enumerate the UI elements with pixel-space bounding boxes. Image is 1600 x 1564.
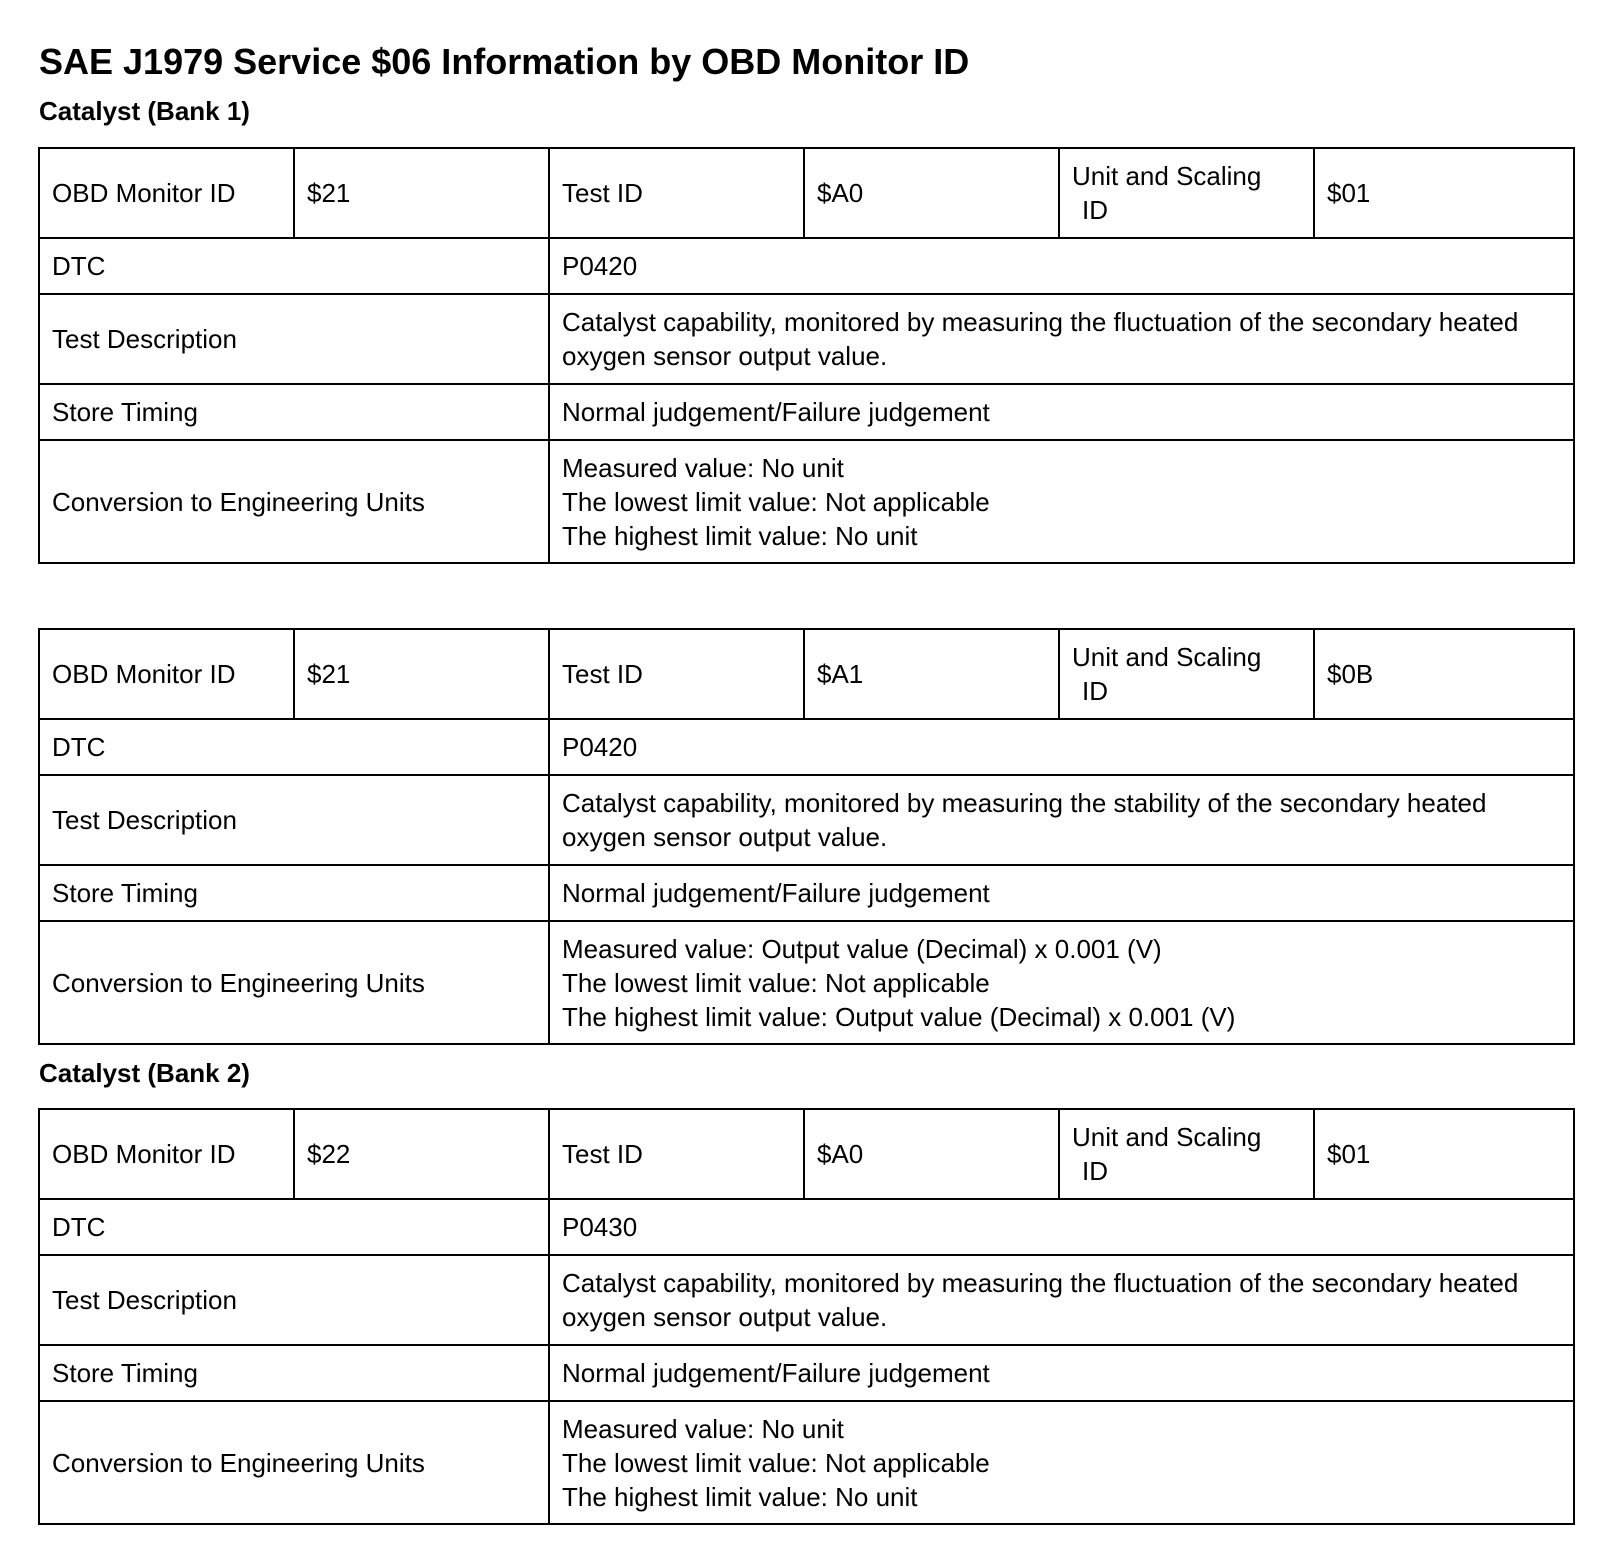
conversion-measured-value: Measured value: No unit (562, 1413, 844, 1444)
table-row (39, 384, 1574, 440)
obd-monitor-id-value: $21 (294, 629, 549, 719)
table-row (39, 865, 1574, 921)
conversion-value (549, 1401, 1574, 1524)
dtc-label: DTC (39, 238, 549, 294)
obd-monitor-id-value: $22 (294, 1109, 549, 1199)
test-description-label: Test Description (39, 294, 549, 384)
unit-scaling-id-label (1059, 629, 1314, 719)
conversion-value (549, 440, 1574, 563)
store-timing-value: Normal judgement/Failure judgement (549, 865, 1574, 921)
test-id-label: Test ID (549, 629, 804, 719)
table-row (39, 1199, 1574, 1255)
store-timing-label: Store Timing (39, 1345, 549, 1401)
test-id-value: $A0 (804, 148, 1059, 238)
dtc-value: P0420 (549, 238, 1574, 294)
unit-scaling-id-value: $0B (1314, 629, 1574, 719)
table-row (39, 1401, 1574, 1524)
test-id-label: Test ID (549, 1109, 804, 1199)
test-description-value: Catalyst capability, monitored by measuring the fluctuation of the secondary heated oxygen sensor output value. (549, 294, 1574, 384)
test-description-value: Catalyst capability, monitored by measuring the fluctuation of the secondary heated oxygen sensor output value. (549, 1255, 1574, 1345)
test-description-label: Test Description (39, 1255, 549, 1345)
conversion-highest-limit: The highest limit value: Output value (Decimal) x 0.001 (V) (562, 1001, 1236, 1032)
conversion-label: Conversion to Engineering Units (39, 440, 549, 563)
conversion-highest-limit: The highest limit value: No unit (562, 1481, 918, 1512)
unit-scaling-label-line-1: Unit and Scaling (1072, 1122, 1262, 1152)
test-id-value: $A0 (804, 1109, 1059, 1199)
unit-scaling-id-label (1059, 148, 1314, 238)
dtc-value: P0430 (549, 1199, 1574, 1255)
dtc-value: P0420 (549, 719, 1574, 775)
unit-scaling-label-line-1: Unit and Scaling (1072, 642, 1262, 672)
obd-monitor-id-label: OBD Monitor ID (39, 148, 294, 238)
dtc-label: DTC (39, 719, 549, 775)
table-row (39, 1109, 1574, 1199)
table-row (39, 440, 1574, 563)
unit-scaling-id-label (1059, 1109, 1314, 1199)
monitor-table-22-a0 (38, 1108, 1575, 1525)
test-description-value: Catalyst capability, monitored by measuring the stability of the secondary heated oxygen sensor output value. (549, 775, 1574, 865)
table-row (39, 775, 1574, 865)
conversion-value (549, 921, 1574, 1044)
table-row (39, 921, 1574, 1044)
obd-monitor-id-value: $21 (294, 148, 549, 238)
store-timing-value: Normal judgement/Failure judgement (549, 384, 1574, 440)
page-title: SAE J1979 Service $06 Information by OBD Monitor ID (39, 41, 970, 82)
conversion-lowest-limit: The lowest limit value: Not applicable (562, 967, 990, 998)
table-row (39, 719, 1574, 775)
table-row (39, 294, 1574, 384)
unit-scaling-label-line-2: ID (1082, 195, 1108, 225)
obd-monitor-id-label: OBD Monitor ID (39, 629, 294, 719)
store-timing-label: Store Timing (39, 865, 549, 921)
monitor-table-21-a1 (38, 628, 1575, 1045)
unit-scaling-label-line-2: ID (1082, 676, 1108, 706)
section-title-bank-2: Catalyst (Bank 2) (39, 1058, 250, 1088)
unit-scaling-id-value: $01 (1314, 148, 1574, 238)
conversion-lowest-limit: The lowest limit value: Not applicable (562, 1447, 990, 1478)
table-row (39, 1345, 1574, 1401)
test-id-label: Test ID (549, 148, 804, 238)
store-timing-label: Store Timing (39, 384, 549, 440)
table-row (39, 1255, 1574, 1345)
conversion-highest-limit: The highest limit value: No unit (562, 520, 918, 551)
conversion-label: Conversion to Engineering Units (39, 1401, 549, 1524)
store-timing-value: Normal judgement/Failure judgement (549, 1345, 1574, 1401)
conversion-label: Conversion to Engineering Units (39, 921, 549, 1044)
unit-scaling-label-line-2: ID (1082, 1156, 1108, 1186)
dtc-label: DTC (39, 1199, 549, 1255)
monitor-table-21-a0 (38, 147, 1575, 564)
unit-scaling-id-value: $01 (1314, 1109, 1574, 1199)
table-row (39, 148, 1574, 238)
test-description-label: Test Description (39, 775, 549, 865)
table-row (39, 629, 1574, 719)
conversion-measured-value: Measured value: Output value (Decimal) x 0.001 (V) (562, 933, 1162, 964)
conversion-lowest-limit: The lowest limit value: Not applicable (562, 486, 990, 517)
test-id-value: $A1 (804, 629, 1059, 719)
conversion-measured-value: Measured value: No unit (562, 452, 844, 483)
unit-scaling-label-line-1: Unit and Scaling (1072, 161, 1262, 191)
section-title-bank-1: Catalyst (Bank 1) (39, 96, 250, 126)
obd-monitor-id-label: OBD Monitor ID (39, 1109, 294, 1199)
table-row (39, 238, 1574, 294)
